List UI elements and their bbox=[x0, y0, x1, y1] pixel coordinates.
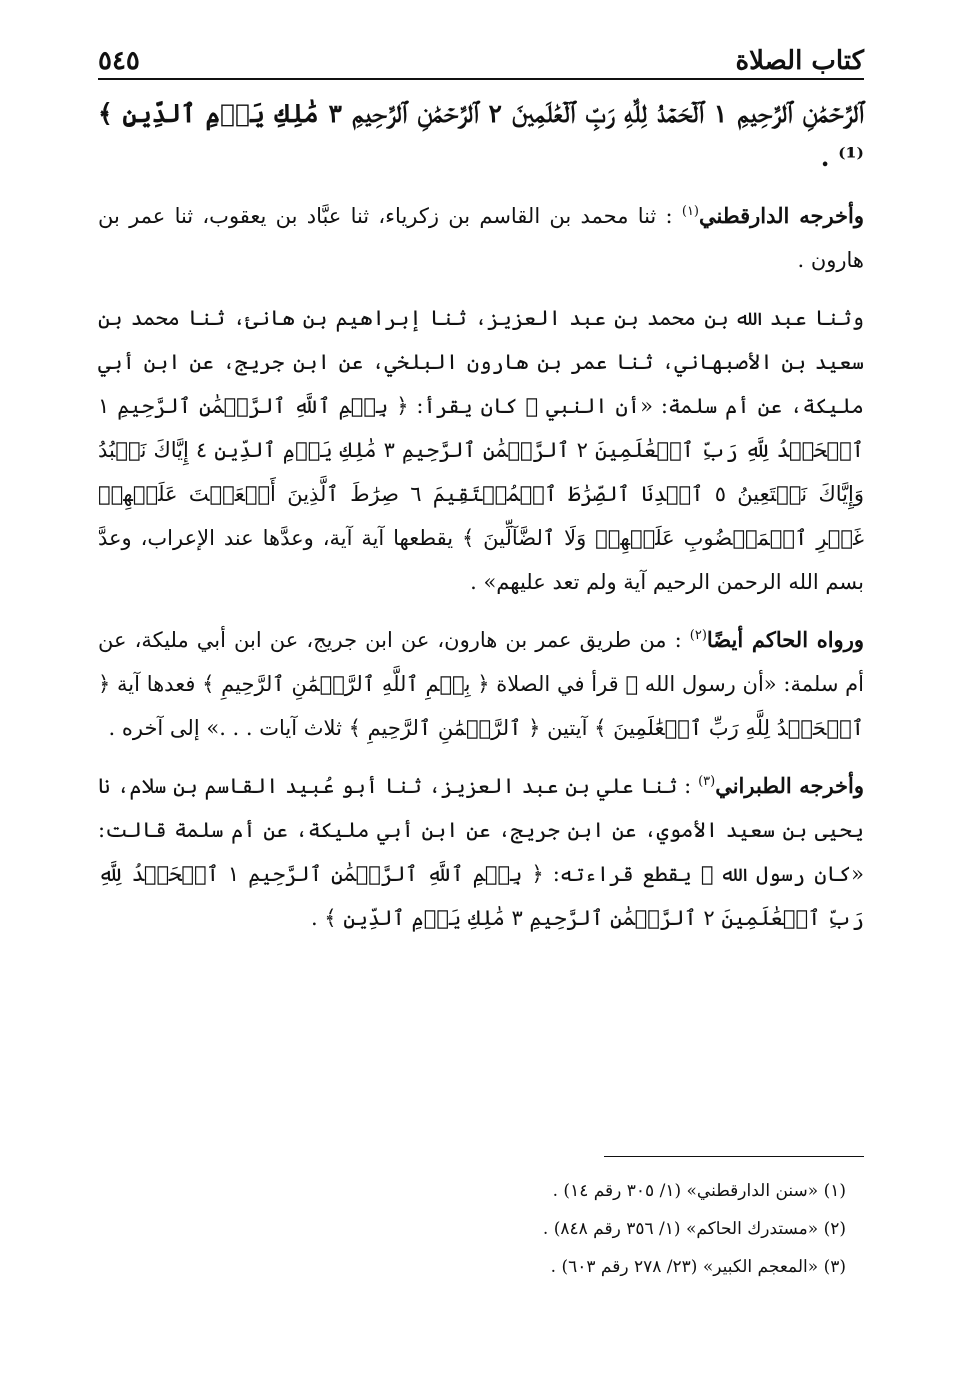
paragraph-hakim bbox=[98, 618, 864, 750]
paragraph-quran-verses bbox=[98, 92, 864, 180]
footnote-ref: (١) bbox=[681, 204, 699, 219]
paragraph-text: : ثنا محمد بن القاسم بن زكرياء، ثنا عبَّاد بن يعقوب، ثنا عمر بن هارون . bbox=[98, 204, 864, 272]
main-text bbox=[98, 92, 864, 954]
paragraph-tabarani bbox=[98, 764, 864, 940]
lead-phrase: وأخرجه الطبراني bbox=[715, 773, 864, 798]
footnote-separator bbox=[604, 1156, 864, 1157]
footnote-ref: (٣) bbox=[698, 774, 716, 789]
quran-text: ﭐﻟﺮَّﺣۡﻤَٰﻦِ ﭐﻟﺮَّﺣِﻴﻢِ ١ ﭐﻟۡﺤَﻤۡﺪُ ﻟِﻠَّﻪِ ﺭَﺏِّ ﭐﻟۡﻌَٰﻠَﻤِﻴﻦَ ٢ ﭐﻟﺮَّﺣۡﻤَٰﻦِ ﭐﻟﺮَّﺣِﻴﻢِ ٣ مَٰلِكِ يَوۡمِ ٱلدِّينِ ﴾⁽¹⁾ . bbox=[98, 99, 865, 172]
page-number: ٥٤٥ bbox=[98, 46, 140, 76]
footnote: (١) «سنن الدارقطني» (١/ ٣٠٥ رقم ١٤) . bbox=[552, 1181, 846, 1201]
footnote: (٣) «المعجم الكبير» (٢٣/ ٢٧٨ رقم ٦٠٣) . bbox=[550, 1257, 846, 1277]
running-header bbox=[98, 30, 864, 80]
footnote-ref: (٢) bbox=[689, 628, 707, 643]
footnote: (٢) «مستدرك الحاكم» (١/ ٣٥٦ رقم ٨٤٨) . bbox=[542, 1219, 846, 1239]
lead-phrase: وأخرجه الدارقطني bbox=[699, 203, 865, 228]
paragraph-text: : ثنا علي بن عبد العزيز، ثنا أبو عُبيد القاسم بن سلام، نا يحيى بن سعيد الأموي، عن ابن جريج، عن ابن أبي مليكة، عن أم سلمة قالت: «كان رسول الله ﷺ يقطع قراءته: ﴿ بِسۡمِ ٱللَّهِ ٱلرَّحۡمَٰنِ ٱلرَّحِيمِ ١ ٱلۡحَمۡدُ لِلَّهِ رَبِّ ٱلۡعَٰلَمِينَ ٢ ٱلرَّحۡمَٰنِ ٱلرَّحِيمِ ٣ مَٰلِكِ يَوۡمِ ٱلدِّينِ ﴾ . bbox=[98, 774, 864, 930]
paragraph-text: وثنا عبد الله بن محمد بن عبد العزيز، ثنا إبراهيم بن هانئ، ثنا محمد بن سعيد بن الأصبهاني، ثنا عمر بن هارون البلخي، عن ابن جريج، عن ابن أبي مليكة، عن أم سلمة: «أن النبي ﷺ كان يقرأ: ﴿ بِسۡمِ ٱللَّهِ ٱلرَّحۡمَٰنِ ٱلرَّحِيمِ ١ ٱلۡحَمۡدُ لِلَّهِ رَبِّ ٱلۡعَٰلَمِينَ ٢ ٱلرَّحۡمَٰنِ ٱلرَّحِيمِ ٣ مَٰلِكِ يَوۡمِ ٱلدِّينِ ٤ إِيَّاكَ نَعۡبُدُ وَإِيَّاكَ نَسۡتَعِينُ ٥ ٱهۡدِنَا ٱلصِّرَٰطَ ٱلۡمُسۡتَقِيمَ ٦ صِرَٰطَ ٱلَّذِينَ أَنۡعَمۡتَ عَلَيۡهِمۡ غَيۡرِ ٱلۡمَغۡضُوبِ عَلَيۡهِمۡ وَلَا ٱلضَّآلِّينَ ﴾ يقطعها آية آية، وعدَّها عند الإعراب، وعدَّ بسم الله الرحمن الرحيم آية ولم تعد عليهم» . bbox=[98, 306, 864, 594]
paragraph-chain bbox=[98, 296, 864, 604]
paragraph-daraqutni bbox=[98, 194, 864, 282]
paragraph-text: : من طريق عمر بن هارون، عن ابن جريج، عن ابن أبي مليكة، عن أم سلمة: «أن رسول الله ﷺ قرأ في الصلاة ﴿ بِسۡمِ ٱللَّهِ ٱلرَّحۡمَٰنِ ٱلرَّحِيمِ ﴾ فعدها آية ﴿ ٱلۡحَمۡدُ لِلَّهِ رَبِّ ٱلۡعَٰلَمِينَ ﴾ آيتين ﴿ ٱلرَّحۡمَٰنِ ٱلرَّحِيمِ ﴾ ثلاث آيات . . .» إلى آخره . bbox=[98, 628, 864, 740]
chapter-title: كتاب الصلاة bbox=[735, 46, 864, 76]
footnotes bbox=[98, 1172, 846, 1286]
lead-phrase: ورواه الحاكم أيضًا bbox=[706, 627, 864, 652]
